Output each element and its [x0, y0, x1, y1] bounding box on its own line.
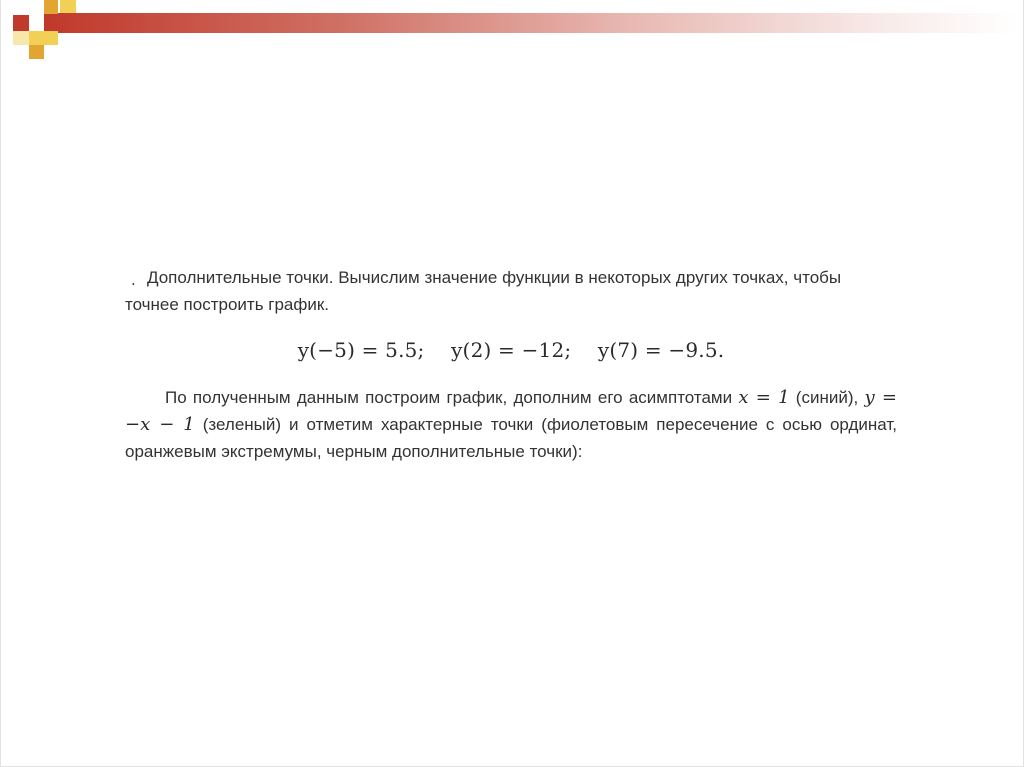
description-part1: По полученным данным построим график, дополним его асимптотами [165, 388, 739, 407]
decor-square [13, 15, 29, 31]
description-part2: (синий), [789, 388, 865, 407]
decor-square [44, 0, 58, 14]
decor-square [13, 31, 29, 45]
decor-square [29, 31, 44, 45]
equation-line [125, 337, 897, 364]
decor-square [60, 0, 76, 13]
bullet-mark: . [131, 270, 136, 289]
header-gradient-bar [44, 13, 1019, 33]
description-part3: (зеленый) и отметим характерные точки (фиолетовым пересечение с осью ординат, оранжевым экстремумы, черным дополнительные точки): [125, 415, 897, 461]
decor-square [44, 31, 58, 45]
intro-text: Дополнительные точки. Вычислим значение функции в некоторых других точках, чтобы точнее построить график. [125, 268, 842, 314]
equation-y-minus5: y(−5) = 5.5; [297, 338, 425, 362]
asymptote-x-equals-1: x = 1 [738, 387, 790, 408]
equation-y-7: y(7) = −9.5. [597, 338, 725, 362]
slide-content [125, 264, 897, 465]
decor-square [29, 45, 44, 59]
graph-description-paragraph [125, 384, 897, 465]
equation-y-2: y(2) = −12; [451, 338, 572, 362]
intro-paragraph [125, 264, 897, 318]
asymptote-y-equals-minus-x-minus-1: y = −x − 1 [125, 387, 897, 435]
